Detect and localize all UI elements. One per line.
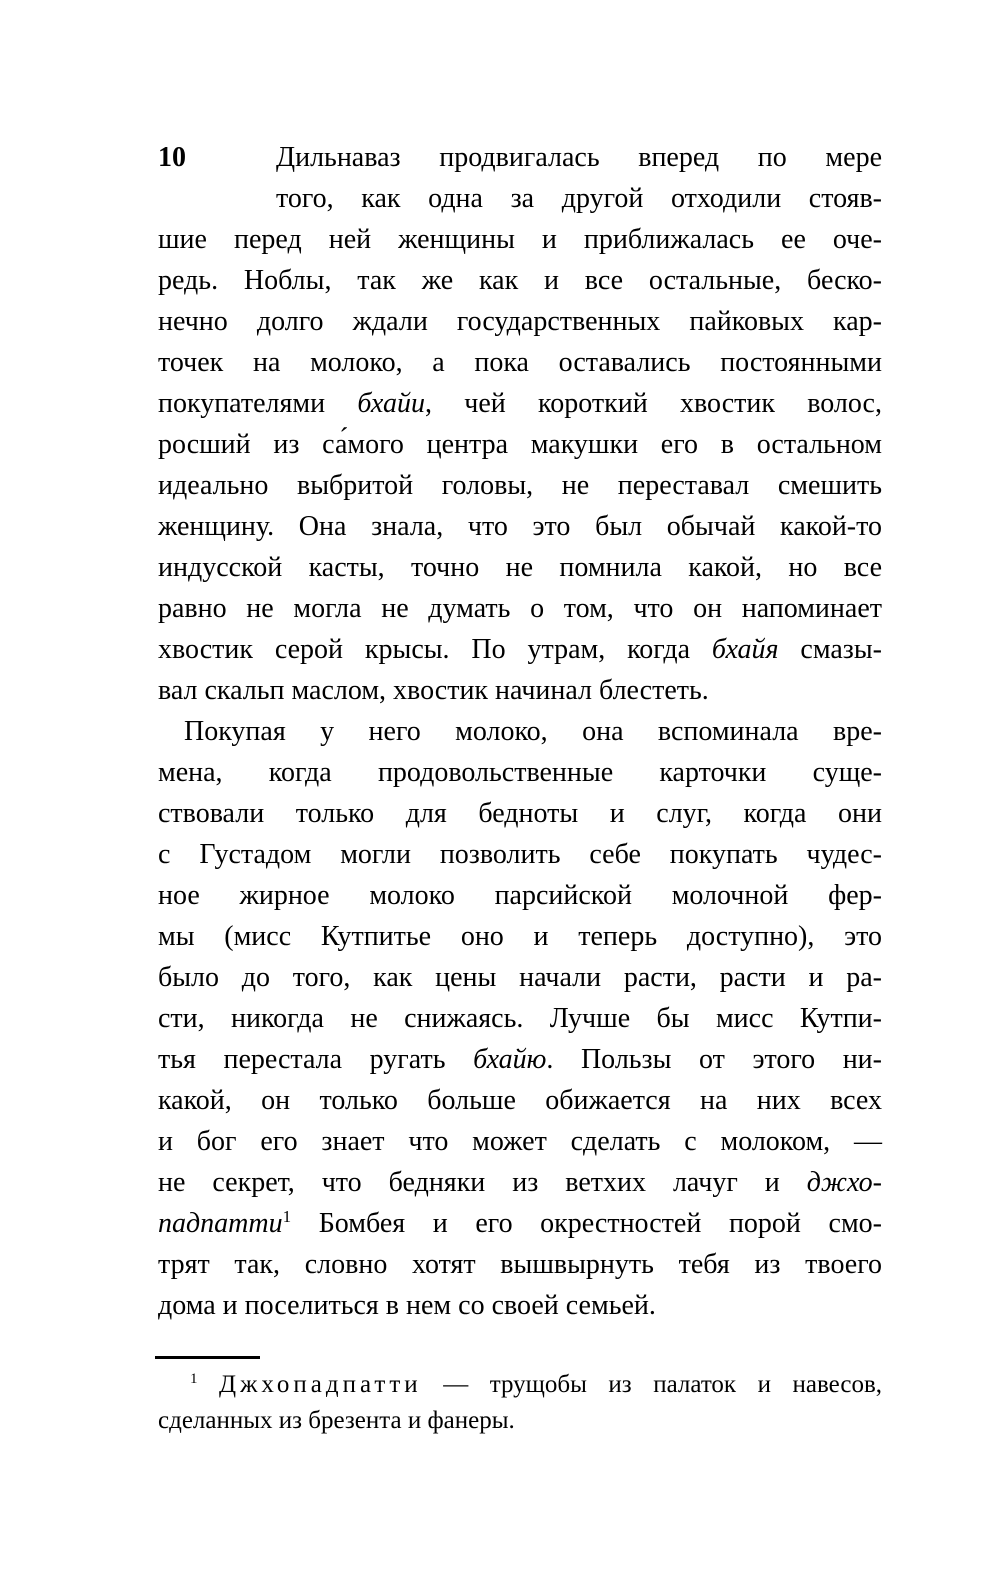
text-line — [158, 219, 882, 260]
text-line — [158, 1285, 882, 1326]
text-line — [158, 1080, 882, 1121]
text-line — [158, 629, 882, 670]
main-text-block — [158, 137, 882, 1326]
text-segment: сти, никогда не снижаясь. Лучше бы мисс Кутпи- — [158, 1003, 882, 1034]
text-line — [158, 916, 882, 957]
text-line — [158, 424, 882, 465]
text-line — [158, 465, 882, 506]
text-segment: трят так, словно хотят вышвырнуть тебя из твоего — [158, 1249, 882, 1280]
text-line — [158, 1162, 882, 1203]
text-segment: росший из са́мого центра макушки его в остальном — [158, 429, 882, 460]
text-segment: какой, он только больше обижается на них всех — [158, 1085, 882, 1116]
text-segment: нечно долго ждали государственных пайковых кар- — [158, 306, 882, 337]
text-segment: смазы- — [778, 634, 882, 665]
text-segment: ствовали только для бедноты и слуг, когда они — [158, 798, 882, 829]
text-line — [158, 793, 882, 834]
italic-term: падпатти — [158, 1208, 283, 1239]
footnote-line — [158, 1403, 882, 1439]
text-segment: мы (мисс Кутпитье оно и теперь доступно), это — [158, 921, 882, 952]
text-segment: мена, когда продовольственные карточки суще- — [158, 757, 882, 788]
page-number: 10 — [158, 142, 186, 173]
text-segment: с Густадом могли позволить себе покупать чудес- — [158, 839, 882, 870]
text-segment: редь. Ноблы, так же как и все остальные, беско- — [158, 265, 882, 296]
footnote-block — [158, 1367, 882, 1439]
text-segment: идеально выбритой головы, не переставал смешить — [158, 470, 882, 501]
text-line — [158, 998, 882, 1039]
text-segment: Бомбея и его окрестностей порой смо- — [291, 1208, 882, 1239]
text-line — [158, 342, 882, 383]
footnote-rule — [155, 1356, 260, 1359]
text-segment: не секрет, что бедняки из ветхих лачуг и — [158, 1167, 807, 1198]
text-segment: . Пользы от этого ни- — [546, 1044, 882, 1075]
text-segment: Покупая у него молоко, она вспоминала вре- — [184, 716, 882, 747]
text-segment: женщину. Она знала, что это был обычай какой-то — [158, 511, 882, 542]
text-line — [158, 670, 882, 711]
text-line — [158, 260, 882, 301]
text-line — [158, 957, 882, 998]
footnote-line — [158, 1367, 882, 1403]
text-segment: точек на молоко, а пока оставались постоянными — [158, 347, 882, 378]
footnote-term: Джхопадпатти — [219, 1371, 422, 1398]
italic-term: бхайю — [473, 1044, 547, 1075]
text-line — [158, 547, 882, 588]
italic-term: бхайи — [357, 388, 425, 419]
text-line — [158, 834, 882, 875]
text-segment: и бог его знает что может сделать с молоком, — — [158, 1126, 882, 1157]
text-segment: дома и поселиться в нем со своей семьей. — [158, 1290, 656, 1321]
text-line — [158, 711, 882, 752]
text-segment: покупателями — [158, 388, 358, 419]
footnote-ref-marker: 1 — [282, 1207, 292, 1226]
text-line — [158, 1121, 882, 1162]
text-line — [158, 301, 882, 342]
italic-term: бхайя — [711, 634, 779, 665]
text-line — [158, 383, 882, 424]
text-segment: равно не могла не думать о том, что он напоминает — [158, 593, 882, 624]
text-segment: хвостик серой крысы. По утрам, когда — [158, 634, 712, 665]
text-line — [158, 506, 882, 547]
text-line — [158, 1244, 882, 1285]
text-segment: индусской касты, точно не помнила какой, но все — [158, 552, 882, 583]
text-segment: вал скальп маслом, хвостик начинал блестеть. — [158, 675, 709, 706]
footnote-marker: 1 — [190, 1371, 198, 1387]
text-segment: Дильнаваз продвигалась вперед по мере — [276, 142, 882, 173]
text-line — [158, 588, 882, 629]
text-segment: сделанных из брезента и фанеры. — [158, 1407, 515, 1434]
text-segment: тья перестала ругать — [158, 1044, 474, 1075]
italic-term: джхо- — [806, 1167, 882, 1198]
text-segment: было до того, как цены начали расти, расти и ра- — [158, 962, 882, 993]
text-segment: того, как одна за другой отходили стояв- — [276, 183, 882, 214]
text-line — [158, 137, 882, 178]
text-line — [158, 178, 882, 219]
text-line — [158, 1039, 882, 1080]
text-segment: ное жирное молоко парсийской молочной фер- — [158, 880, 882, 911]
text-line — [158, 1203, 882, 1244]
text-line — [158, 875, 882, 916]
text-segment: шие перед ней женщины и приближалась ее оче- — [158, 224, 882, 255]
text-segment: , чей короткий хвостик волос, — [424, 388, 882, 419]
text-segment: — трущобы из палаток и навесов, — [421, 1371, 882, 1398]
text-line — [158, 752, 882, 793]
